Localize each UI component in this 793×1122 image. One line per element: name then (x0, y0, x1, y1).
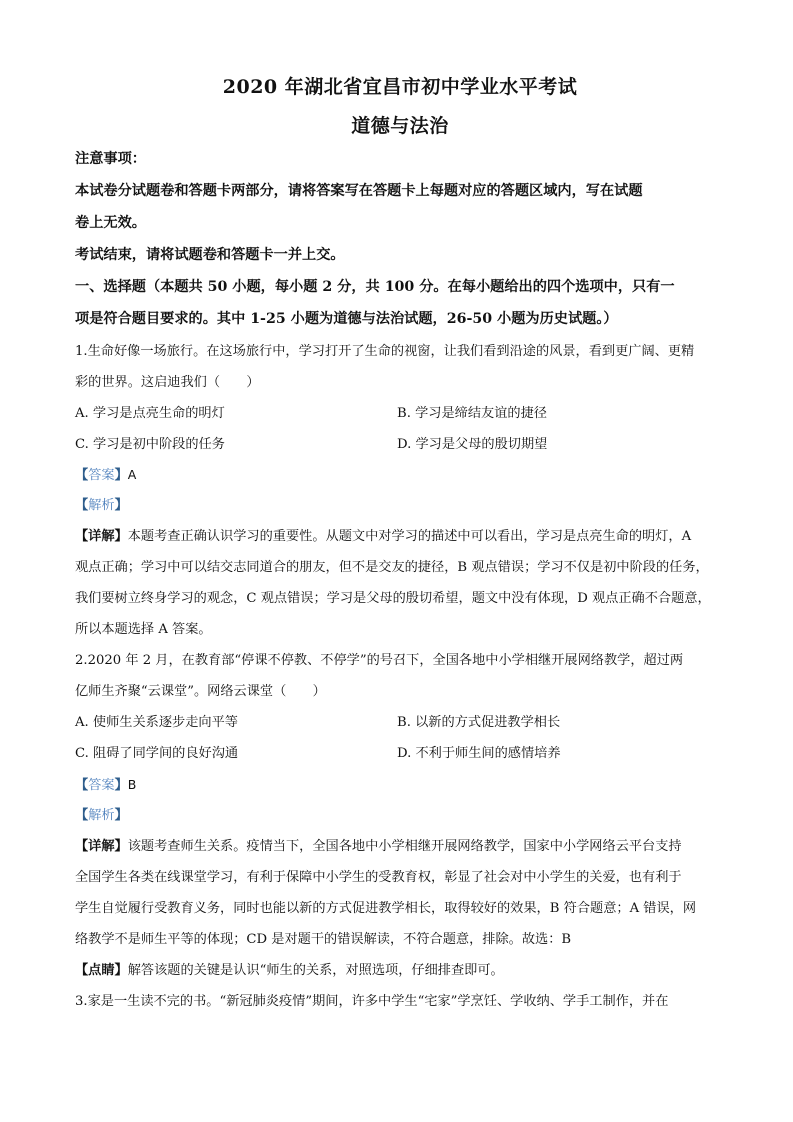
document-title: 2020 年湖北省宜昌市初中学业水平考试 (222, 76, 578, 98)
question-stem: 亿师生齐聚“云课堂”。网络云课堂（ ） (75, 684, 326, 699)
detail-line: 观点正确；学习中可以结交志同道合的朋友，但不是交友的捷径，B 观点错误；学习不仅是初中阶段的任务， (75, 560, 709, 575)
bracket: 【 (75, 468, 89, 483)
answer-row (75, 776, 136, 795)
analysis-row (75, 497, 128, 515)
answer-value: B (127, 777, 137, 792)
option-c: C. 学习是初中阶段的任务 (75, 437, 225, 452)
question-stem: 2.2020 年 2 月，在教育部“停课不停教、不停学”的号召下，全国各地中小学相继开展网络教学，超过两 (75, 653, 684, 668)
bracket: 【 (75, 498, 89, 513)
bracket: 】 (114, 778, 128, 793)
detail-line: 所以本题选择 A 答案。 (75, 622, 212, 637)
bracket: 【 (75, 808, 89, 823)
analysis-label: 解析 (88, 498, 115, 513)
bracket: 【 (75, 778, 89, 793)
detail-line (75, 838, 682, 856)
detail-line: 络教学不是师生平等的体现；CD 是对题干的错误解读，不符合题意，排除。故选：B (75, 932, 572, 947)
bracket: 】 (114, 498, 128, 513)
question-stem: 1.生命好像一场旅行。在这场旅行中，学习打开了生命的视窗，让我们看到沿途的风景，看到更广阔、更精 (75, 344, 695, 359)
option-a: A. 学习是点亮生命的明灯 (75, 406, 225, 421)
answer-value: A (127, 467, 137, 482)
option-d: D. 不利于师生间的感情培养 (397, 746, 561, 761)
section-heading: 一、选择题（本题共 50 小题，每小题 2 分，共 100 分。在每小题给出的四个选项中，只有一 (75, 279, 675, 295)
bracket: 】 (114, 468, 128, 483)
option-c: C. 阻碍了同学间的良好沟通 (75, 746, 239, 761)
section-heading: 项是符合题目要求的。其中 1-25 小题为道德与法治试题，26-50 小题为历史试题。） (75, 311, 618, 327)
detail-line: 全国学生各类在线课堂学习，有利于保障中小学生的受教育权，彰显了社会对中小学生的关爱，也有利于 (75, 870, 682, 885)
option-a: A. 使师生关系逐步走向平等 (75, 715, 238, 730)
detail-text: 该题考查师生关系。疫情当下，全国各地中小学相继开展网络教学，国家中小学网络云平台支持 (127, 839, 682, 854)
option-d: D. 学习是父母的殷切期望 (397, 437, 548, 452)
detail-label: 【详解】 (75, 839, 128, 854)
answer-label: 答案 (88, 778, 115, 793)
point-text: 解答该题的关键是认识“师生的关系，对照选项，仔细排查即可。 (127, 963, 504, 978)
question-stem: 彩的世界。这启迪我们（ ） (75, 375, 260, 390)
detail-line: 学生自觉履行受教育义务，同时也能以新的方式促进教学相长，取得较好的效果，B 符合题意；A 错误，网 (75, 901, 697, 916)
option-b: B. 以新的方式促进教学相长 (397, 715, 561, 730)
document-subtitle: 道德与法治 (351, 115, 449, 137)
bracket: 】 (114, 808, 128, 823)
detail-line: 我们要树立终身学习的观念，C 观点错误；学习是父母的殷切希望，题文中没有体现，D 观点正确不合题意， (75, 591, 711, 606)
option-b: B. 学习是缔结友谊的捷径 (397, 406, 547, 421)
analysis-label: 解析 (88, 808, 115, 823)
question-stem: 3.家是一生读不完的书。“新冠肺炎疫情”期间，许多中学生“宅家”学烹饪、学收纳、学手工制作，并在 (75, 994, 669, 1009)
answer-row (75, 466, 136, 485)
notice-line: 卷上无效。 (75, 215, 146, 231)
notice-heading: 注意事项： (75, 151, 146, 167)
detail-line (75, 528, 691, 546)
notice-line: 本试卷分试题卷和答题卡两部分，请将答案写在答题卡上每题对应的答题区域内，写在试题 (75, 183, 643, 199)
answer-label: 答案 (88, 468, 115, 483)
detail-label: 【详解】 (75, 529, 128, 544)
point-label: 【点睛】 (75, 963, 128, 978)
detail-text: 本题考查正确认识学习的重要性。从题文中对学习的描述中可以看出，学习是点亮生命的明灯，A (127, 529, 692, 544)
notice-line: 考试结束，请将试题卷和答题卡一并上交。 (75, 247, 345, 263)
point-line (75, 962, 504, 980)
analysis-row (75, 807, 128, 825)
